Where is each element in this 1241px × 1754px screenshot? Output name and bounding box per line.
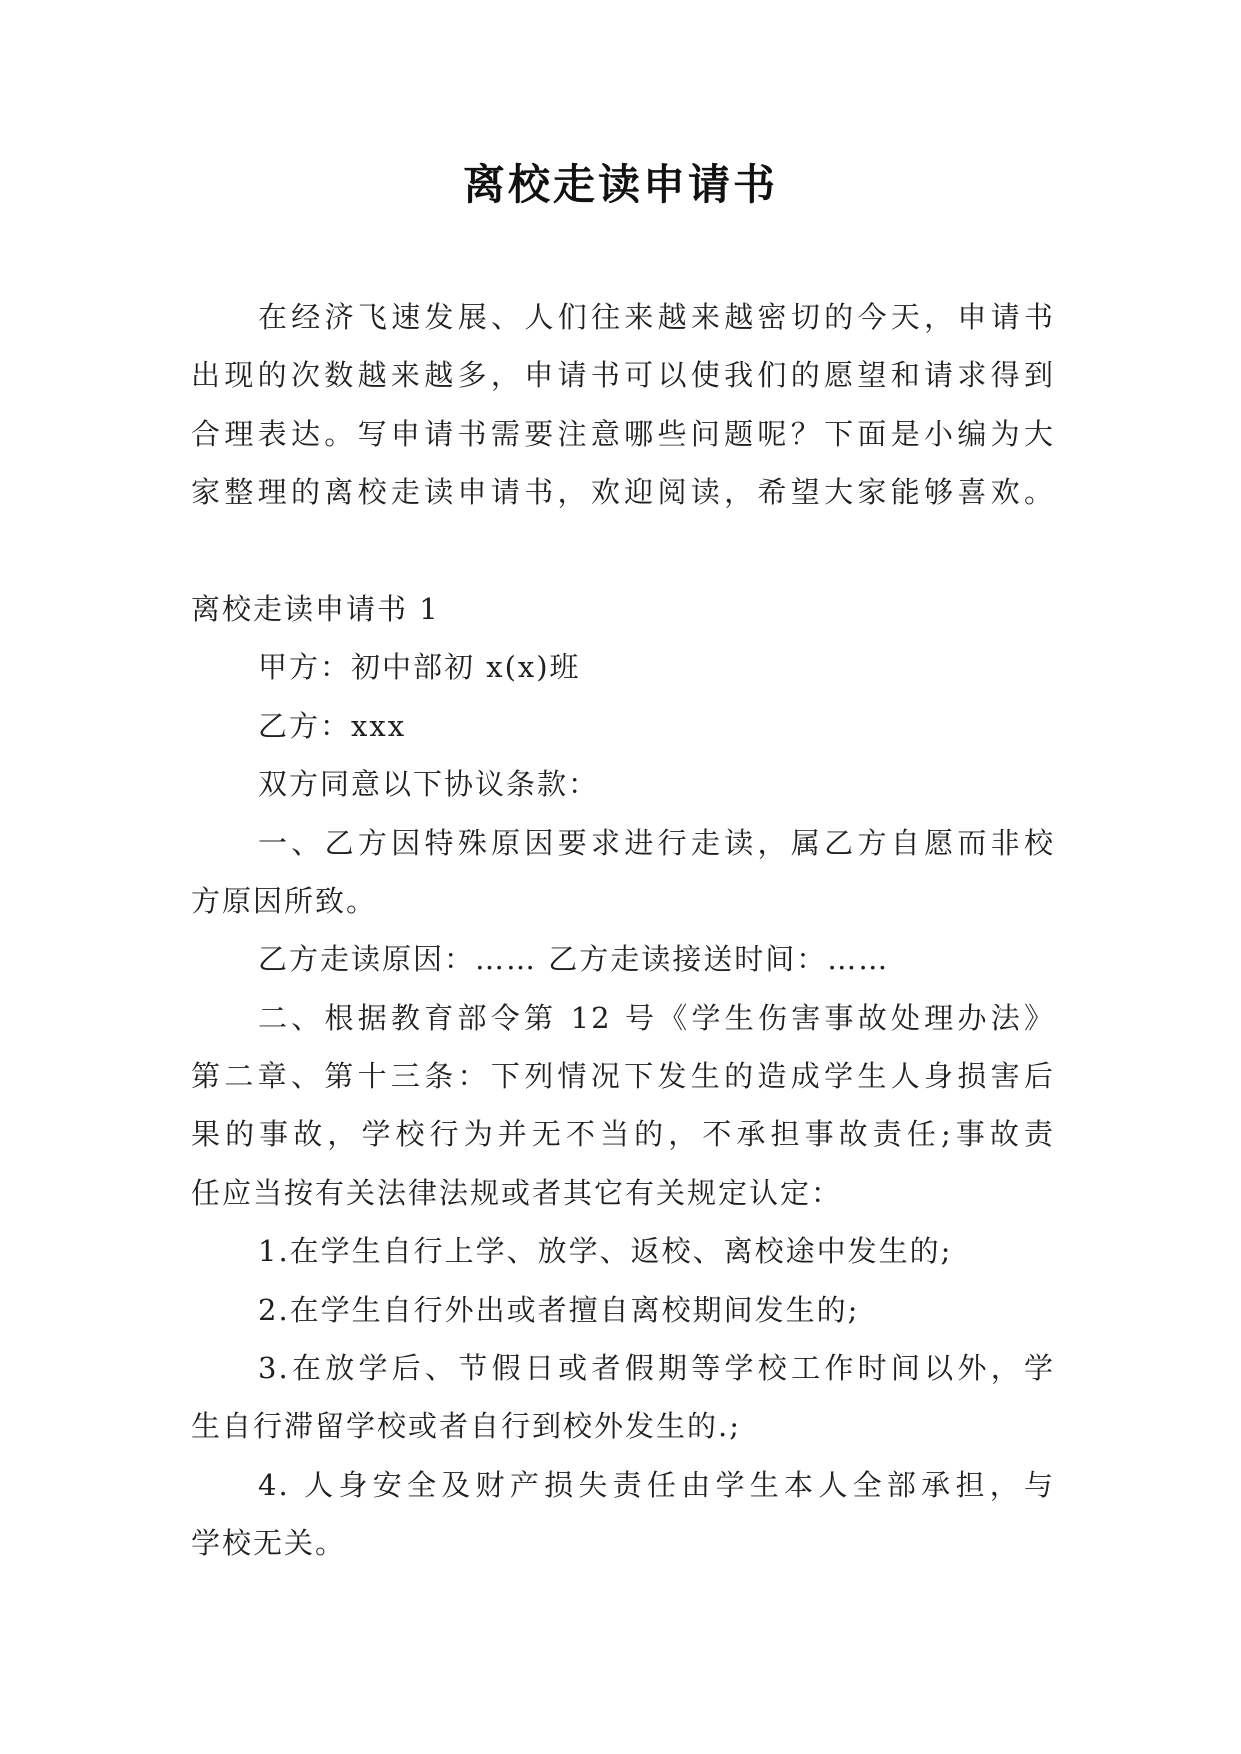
intro-line: 家整理的离校走读申请书，欢迎阅读，希望大家能够喜欢。 — [191, 475, 1055, 510]
list-item-line: 3.在放学后、节假日或者假期等学校工作时间以外，学 — [258, 1351, 1055, 1386]
party-b-line: 乙方：xxx — [258, 708, 407, 743]
list-item-line: 学校无关。 — [191, 1526, 347, 1561]
intro-paragraph — [191, 288, 1055, 522]
clause-1 — [191, 814, 1055, 931]
clause-line: 方原因所致。 — [191, 883, 378, 918]
clause-line: 二、根据教育部令第 12 号《学生伤害事故处理办法》 — [258, 1000, 1055, 1035]
intro-line: 在经济飞速发展、人们往来越来越密切的今天，申请书 — [258, 300, 1055, 334]
blank-line — [191, 522, 1055, 580]
list-item-4 — [191, 1456, 1055, 1573]
list-item-line: 1.在学生自行上学、放学、返校、离校途中发生的; — [258, 1234, 953, 1269]
reasons-line: 乙方走读原因：…… 乙方走读接送时间：…… — [258, 942, 890, 977]
clause-line: 第二章、第十三条：下列情况下发生的造成学生人身损害后 — [191, 1059, 1055, 1094]
document-title: 离校走读申请书 — [462, 160, 778, 209]
intro-line: 出现的次数越来越多，申请书可以使我们的愿望和请求得到 — [191, 358, 1055, 393]
agreement-intro: 双方同意以下协议条款： — [258, 767, 600, 802]
list-item-3 — [191, 1339, 1055, 1456]
document-body — [191, 288, 1055, 1573]
list-item-line: 2.在学生自行外出或者擅自离校期间发生的; — [258, 1292, 860, 1327]
clause-line: 任应当按有关法律法规或者其它有关规定认定： — [191, 1175, 843, 1210]
list-item-1 — [191, 1222, 1055, 1280]
list-item-2 — [191, 1281, 1055, 1339]
intro-line: 合理表达。写申请书需要注意哪些问题呢？下面是小编为大 — [191, 416, 1055, 451]
clause-line: 一、乙方因特殊原因要求进行走读，属乙方自愿而非校 — [258, 825, 1055, 860]
section-heading: 离校走读申请书 1 — [191, 591, 440, 626]
list-item-line: 4. 人身安全及财产损失责任由学生本人全部承担，与 — [258, 1467, 1055, 1502]
clause-line: 果的事故，学校行为并无不当的，不承担事故责任;事故责 — [191, 1117, 1055, 1152]
party-a-line: 甲方：初中部初 x(x)班 — [258, 650, 581, 685]
list-item-line: 生自行滞留学校或者自行到校外发生的.; — [191, 1409, 741, 1444]
clause-2 — [191, 989, 1055, 1223]
